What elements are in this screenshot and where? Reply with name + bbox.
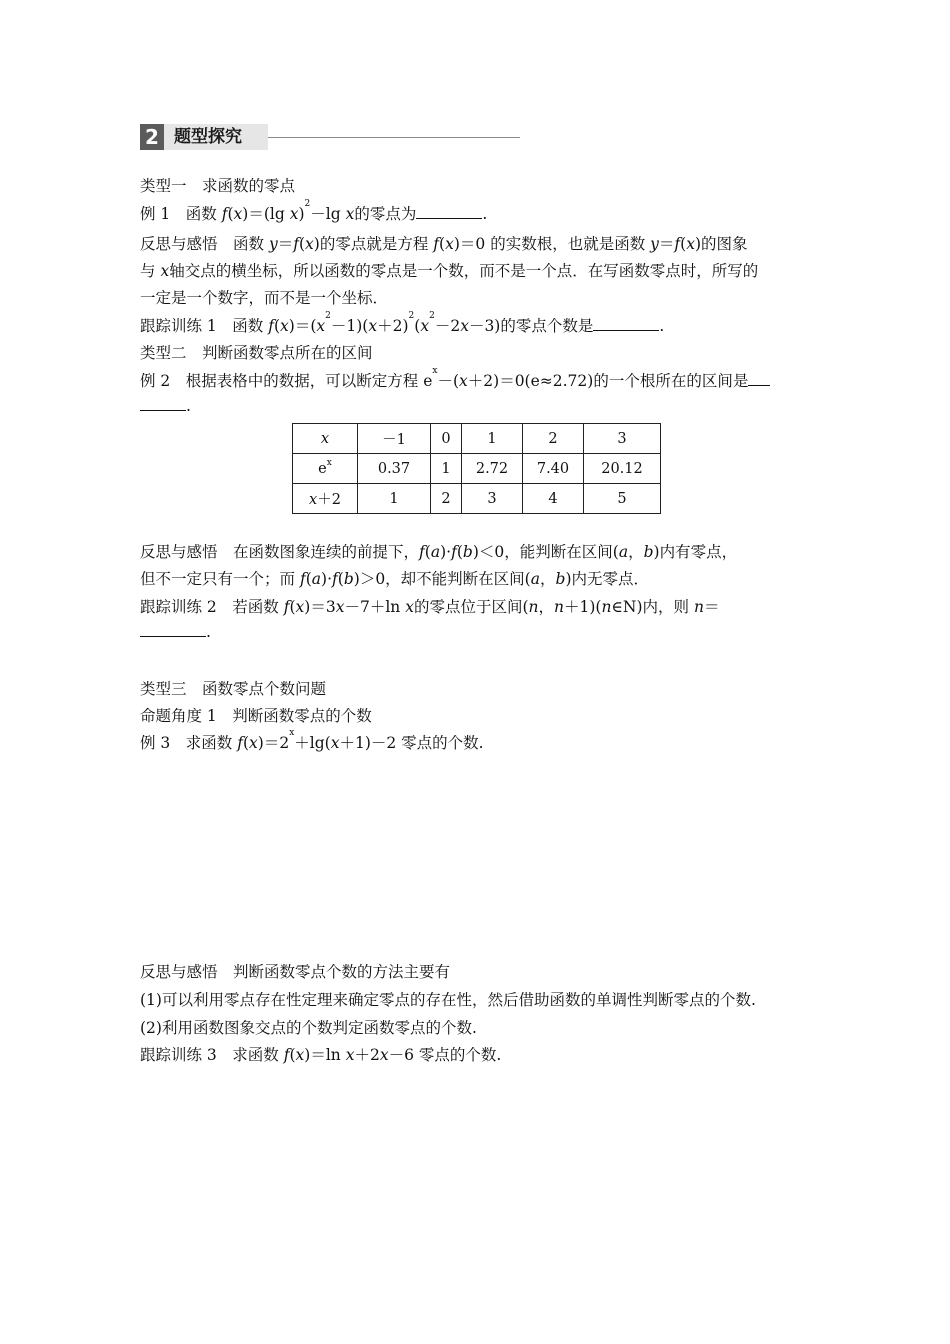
section-number: 2: [145, 125, 159, 149]
answer-blank-part1[interactable]: [748, 371, 770, 386]
section-number-box: [140, 124, 164, 150]
table-row: [293, 484, 661, 514]
practice1: 跟踪训练 1 函数 $f(x)=(x^2-1)(x+2)^2(x^2-2x-3)$的零点个数是 .: [140, 311, 665, 335]
table-cell: 3: [462, 484, 523, 514]
example2-line2: .: [140, 396, 815, 415]
answer-blank[interactable]: [416, 204, 482, 219]
practice3: 跟踪训练 3 求函数 f(x)＝ln x＋2x－6 零点的个数.: [140, 1046, 502, 1064]
angle1-heading: 命题角度 1 判断函数零点的个数: [140, 707, 372, 725]
table-cell: 20.12: [584, 454, 661, 484]
data-table: [292, 423, 661, 514]
table-cell: 5: [584, 484, 661, 514]
table-cell: 2: [431, 484, 462, 514]
example3: 例 3 求函数 $f(x)=2^x+\lg(x+1)-2$ 零点的个数.: [140, 728, 484, 752]
practice2-line2: .: [140, 622, 815, 641]
table-cell: 0: [431, 424, 462, 454]
table-cell: 4: [523, 484, 584, 514]
table-cell: x＋2: [293, 484, 358, 514]
table-cell: 1: [358, 484, 431, 514]
answer-blank[interactable]: [593, 316, 659, 331]
table-cell: －1: [358, 424, 431, 454]
table-cell: 2.72: [462, 454, 523, 484]
table-row: [293, 454, 661, 484]
table-cell: 0.37: [358, 454, 431, 484]
reflection2-line2: 但不一定只有一个；而 f(a)·f(b)＞0，却不能判断在区间(a，b)内无零点．: [140, 570, 649, 588]
section-title-box: [164, 124, 268, 150]
type3-heading: 类型三 函数零点个数问题: [140, 680, 327, 698]
table-cell: 1: [431, 454, 462, 484]
example1: 例 1 函数 f(x)＝(lg x)$^2$－lg x的零点为 .: [140, 199, 488, 223]
reflection2-line1: 反思与感悟 在函数图象连续的前提下，f(a)·f(b)＜0，能判断在区间(a，b)内有零点，: [140, 543, 738, 561]
table-cell: 7.40: [523, 454, 584, 484]
answer-blank-part2[interactable]: [140, 396, 186, 411]
reflection3-item1: (1)可以利用零点存在性定理来确定零点的存在性，然后借助函数的单调性判断零点的个数.: [140, 991, 756, 1009]
reflection1-line3: 一定是一个数字，而不是一个坐标．: [140, 289, 389, 307]
answer-blank[interactable]: [140, 622, 206, 637]
reflection3-heading: 反思与感悟 判断函数零点个数的方法主要有: [140, 963, 451, 981]
type1-heading: 类型一 求函数的零点: [140, 177, 296, 195]
table-cell: 3: [584, 424, 661, 454]
practice2-line1: 跟踪训练 2 若函数 f(x)＝3x－7＋ln x的零点位于区间(n，n＋1)(n∈N)内，则 n＝: [140, 598, 720, 616]
table-cell: 2: [523, 424, 584, 454]
reflection3-item2: (2)利用函数图象交点的个数判定函数零点的个数.: [140, 1019, 477, 1037]
example2-line1: 例 2 根据表格中的数据，可以断定方程 $e^x-(x+2)=0(e\approx 2.72)$的一个根所在的区间是: [140, 369, 815, 391]
type2-heading: 类型二 判断函数零点所在的区间: [140, 344, 373, 362]
section-divider: [268, 137, 520, 138]
table-cell: x: [293, 424, 358, 454]
reflection1-line2: 与 x轴交点的横坐标，所以函数的零点是一个数，而不是一个点．在写函数零点时，所写的: [140, 262, 759, 280]
section-title: 题型探究: [174, 127, 242, 147]
table-row: [293, 424, 661, 454]
table-cell: $e^x$: [293, 454, 358, 484]
table-cell: 1: [462, 424, 523, 454]
reflection1-line1: 反思与感悟 函数 y＝f(x)的零点就是方程 f(x)＝0 的实数根，也就是函数 y＝f(x)的图象: [140, 235, 748, 253]
